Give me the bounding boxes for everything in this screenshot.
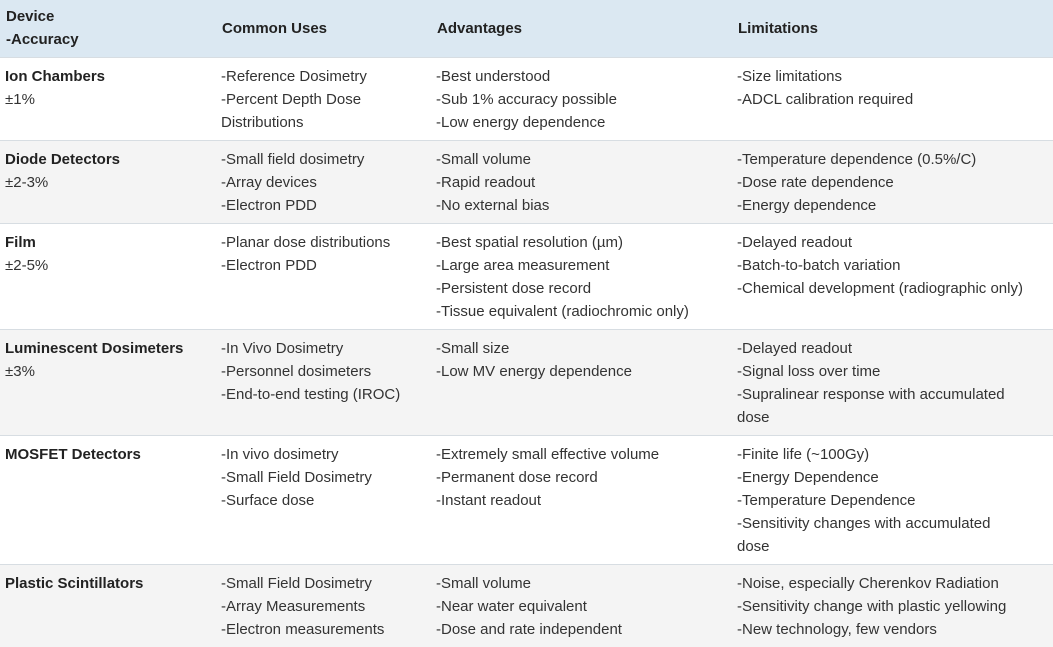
header-limitations: Limitations [732,0,1053,58]
advantages-cell [431,565,732,647]
table-row [0,436,1053,565]
device-accuracy: ±2-3% [5,171,210,194]
device-name: Film [5,231,210,254]
advantages-cell [431,436,732,565]
limitations-cell [732,224,1053,330]
use-item: Distributions [221,111,425,134]
use-item: -Personnel dosimeters [221,360,425,383]
device-cell [0,330,216,436]
table-row [0,141,1053,224]
limitation-item: -Energy dependence [737,194,1047,217]
use-item: -Small field dosimetry [221,148,425,171]
device-cell [0,141,216,224]
use-item: -Electron measurements [221,618,425,641]
limitation-item: -Sensitivity change with plastic yellowing [737,595,1047,618]
advantages-cell [431,141,732,224]
limitation-item: -Signal loss over time [737,360,1047,383]
use-item: -Array devices [221,171,425,194]
device-name: Diode Detectors [5,148,210,171]
table-body [0,58,1053,647]
advantage-item: -Instant readout [436,489,726,512]
use-item: -In vivo dosimetry [221,443,425,466]
advantages-cell [431,224,732,330]
use-item: -Small Field Dosimetry [221,572,425,595]
uses-cell [216,330,431,436]
use-item: -Electron PDD [221,194,425,217]
advantage-item: -Low energy dependence [436,111,726,134]
use-item: -Array Measurements [221,595,425,618]
device-name: Plastic Scintillators [5,572,210,595]
device-accuracy: ±2-5% [5,254,210,277]
limitation-item: dose [737,535,1047,558]
use-item: -Planar dose distributions [221,231,425,254]
use-item: -Small Field Dosimetry [221,466,425,489]
use-item: -Electron PDD [221,254,425,277]
advantage-item: -Low MV energy dependence [436,360,726,383]
limitation-item: -Delayed readout [737,337,1047,360]
advantage-item: -Best understood [436,65,726,88]
advantage-item: -No external bias [436,194,726,217]
header-advantages: Advantages [431,0,732,58]
advantage-item: -Best spatial resolution (µm) [436,231,726,254]
use-item: -End-to-end testing (IROC) [221,383,425,406]
device-cell [0,436,216,565]
limitation-item: -Delayed readout [737,231,1047,254]
device-accuracy: ±1% [5,88,210,111]
uses-cell [216,58,431,141]
limitation-item: -Supralinear response with accumulated [737,383,1047,406]
advantage-item: -Sub 1% accuracy possible [436,88,726,111]
limitations-cell [732,436,1053,565]
limitation-item: -Temperature Dependence [737,489,1047,512]
limitations-cell [732,565,1053,647]
header-uses: Common Uses [216,0,431,58]
device-name: Ion Chambers [5,65,210,88]
use-item: -Reference Dosimetry [221,65,425,88]
table-row [0,330,1053,436]
device-cell [0,224,216,330]
limitation-item: -Size limitations [737,65,1047,88]
use-item: -In Vivo Dosimetry [221,337,425,360]
limitation-item: -Dose rate dependence [737,171,1047,194]
limitation-item: dose [737,406,1047,429]
uses-cell [216,565,431,647]
limitations-cell [732,58,1053,141]
table-row [0,565,1053,647]
header-device [0,0,216,58]
table-row [0,224,1053,330]
limitation-item: -ADCL calibration required [737,88,1047,111]
advantage-item: -Dose and rate independent [436,618,726,641]
device-accuracy: ±3% [5,360,210,383]
limitations-cell [732,141,1053,224]
limitation-item: -Temperature dependence (0.5%/C) [737,148,1047,171]
advantages-cell [431,58,732,141]
use-item: -Surface dose [221,489,425,512]
use-item: -Percent Depth Dose [221,88,425,111]
advantage-item: -Small volume [436,572,726,595]
advantage-item: -Near water equivalent [436,595,726,618]
device-name: MOSFET Detectors [5,443,210,466]
device-name: Luminescent Dosimeters [5,337,210,360]
advantage-item: -Extremely small effective volume [436,443,726,466]
limitations-cell [732,330,1053,436]
limitation-item: -Batch-to-batch variation [737,254,1047,277]
advantage-item: -Permanent dose record [436,466,726,489]
limitation-item: -New technology, few vendors [737,618,1047,641]
uses-cell [216,224,431,330]
table-row [0,58,1053,141]
limitation-item: -Noise, especially Cherenkov Radiation [737,572,1047,595]
advantage-item: -Large area measurement [436,254,726,277]
header-row [0,0,1053,58]
advantage-item: -Tissue equivalent (radiochromic only) [436,300,726,323]
limitation-item: -Chemical development (radiographic only) [737,277,1047,300]
advantage-item: -Persistent dose record [436,277,726,300]
limitation-item: -Sensitivity changes with accumulated [737,512,1047,535]
advantages-cell [431,330,732,436]
advantage-item: -Small volume [436,148,726,171]
advantage-item: -Rapid readout [436,171,726,194]
device-cell [0,58,216,141]
limitation-item: -Finite life (~100Gy) [737,443,1047,466]
uses-cell [216,436,431,565]
header-device-line1: Device [6,5,210,28]
limitation-item: -Energy Dependence [737,466,1047,489]
header-device-line2: -Accuracy [6,28,210,51]
uses-cell [216,141,431,224]
advantage-item: -Small size [436,337,726,360]
device-cell [0,565,216,647]
